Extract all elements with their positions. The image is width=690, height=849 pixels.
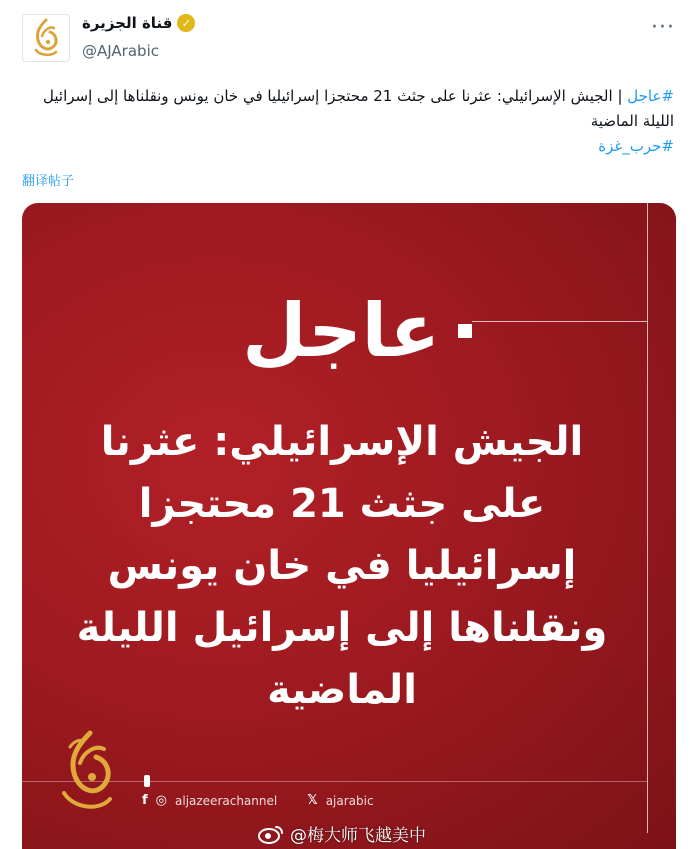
urgent-label: عاجل: [242, 288, 440, 374]
urgent-square-mark: [458, 324, 472, 338]
aljazeera-watermark-logo-icon: [50, 727, 122, 819]
more-horizontal-icon: ···: [651, 14, 675, 40]
frame-line-right: [647, 203, 648, 833]
verified-badge-icon: ✓: [177, 14, 195, 32]
facebook-icon: f: [142, 793, 148, 808]
author-handle[interactable]: @AJArabic: [82, 42, 159, 60]
translate-post-link[interactable]: 翻译帖子: [22, 174, 75, 189]
x-logo-icon: 𝕏: [307, 793, 318, 808]
aljazeera-logo-icon: [26, 16, 66, 60]
urgent-title-block: [202, 287, 472, 375]
watermark-text: @梅大师飞越美中: [290, 826, 426, 846]
instagram-icon: ◎: [155, 793, 167, 808]
x-handle: ajarabic: [325, 793, 374, 808]
media-headline: الجيش الإسرائيلي: عثرنا على جثث 21 محتجزا إسرائيليا في خان يونس ونقلناها إلى إسرائيل الليلة الماضية: [76, 419, 608, 713]
weibo-watermark: [258, 821, 426, 846]
dot-mark: [144, 775, 150, 787]
tweet-separator: |: [612, 87, 628, 105]
frame-line-top: [472, 321, 648, 322]
weibo-icon: [258, 824, 284, 844]
social-handles-row: [142, 793, 374, 808]
author-name[interactable]: قناة الجزيرة: [82, 14, 173, 32]
tweet-media-image[interactable]: [22, 203, 676, 849]
more-options-button[interactable]: [648, 12, 678, 42]
author-avatar[interactable]: [22, 14, 70, 62]
facebook-handle: aljazeerachannel: [175, 793, 278, 808]
hashtag-urgent-link[interactable]: #عاجل: [627, 87, 674, 105]
tweet-body: الجيش الإسرائيلي: عثرنا على جثث 21 محتجزا إسرائيليا في خان يونس ونقلناها إلى إسرائيل الليلة الماضية: [43, 87, 674, 130]
author-name-block[interactable]: [82, 14, 195, 32]
tweet-text: [24, 84, 674, 159]
hashtag-war-link[interactable]: #حرب_غزة: [598, 137, 674, 155]
